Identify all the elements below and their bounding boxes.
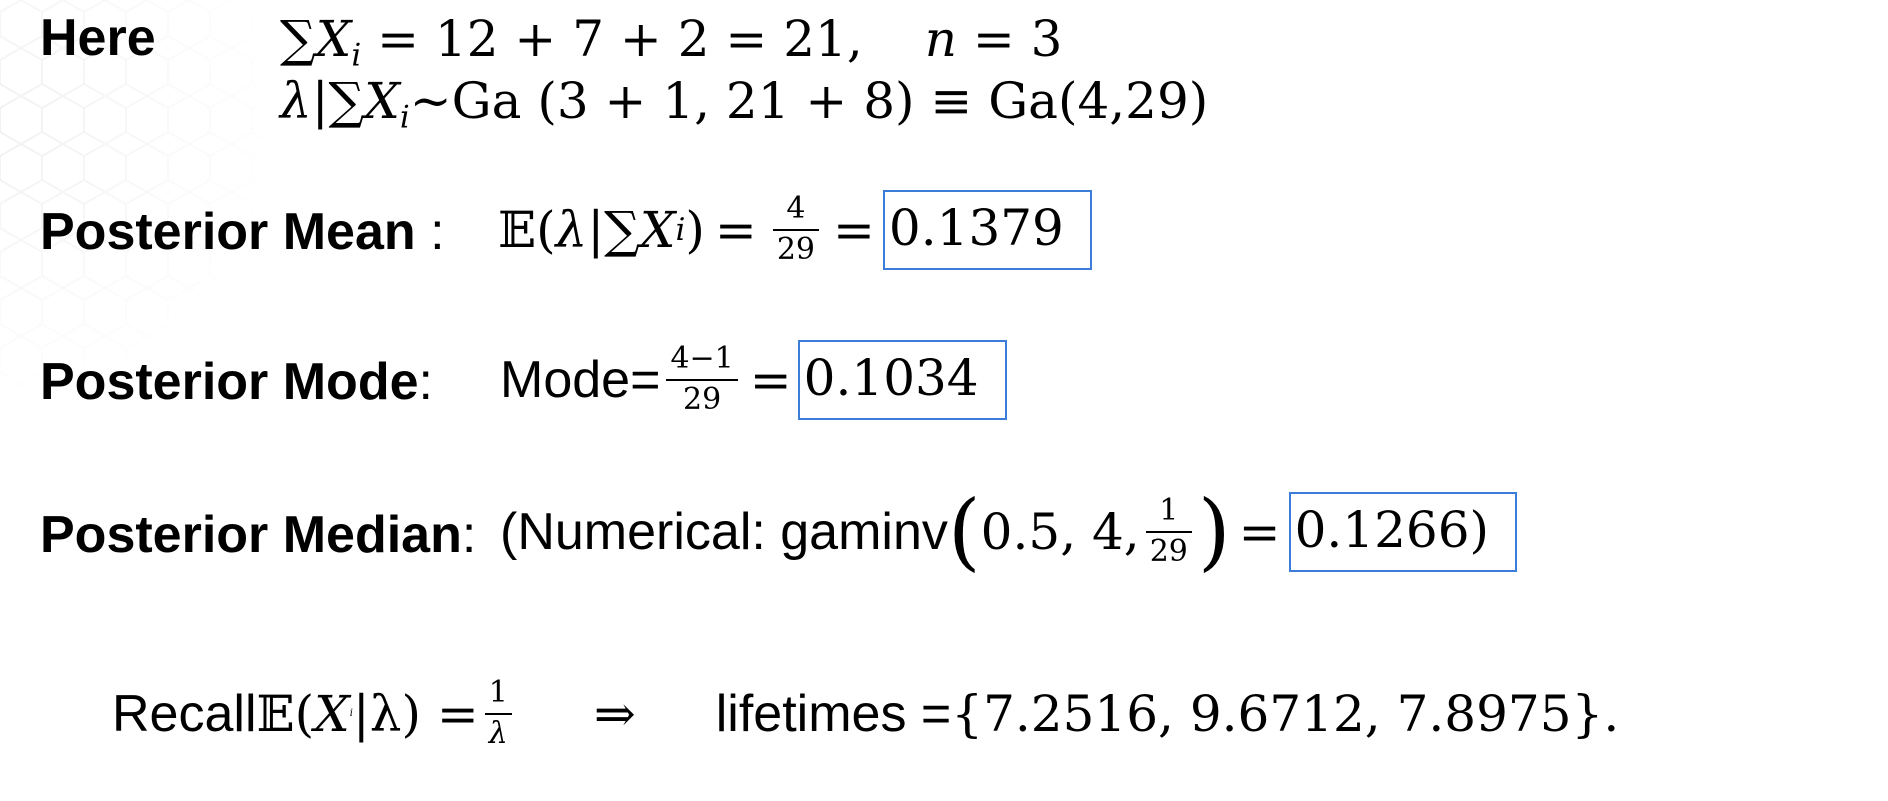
posterior-mode-label: Posterior Mode xyxy=(40,353,419,411)
recall-line xyxy=(112,676,1619,751)
recall-fraction xyxy=(485,676,512,751)
left-paren: ( xyxy=(947,482,981,581)
subscript-i: i xyxy=(351,37,362,74)
posterior-mode-value-box: 0.1034 xyxy=(798,340,1007,420)
posterior-median-label-row xyxy=(40,505,476,565)
here-line xyxy=(40,8,156,68)
recall-rest: |λ) = xyxy=(352,684,479,743)
posterior-median-equation xyxy=(500,482,1517,581)
lifetimes-word: lifetimes = xyxy=(715,684,952,743)
posterior-mode-colon: : xyxy=(418,353,433,411)
sum-symbol: ∑ xyxy=(280,10,316,68)
bar-sum: |∑ xyxy=(587,200,640,259)
lambda-bar: λ| xyxy=(280,72,329,130)
expectation-close: ) xyxy=(685,200,705,259)
posterior-mean-colon: : xyxy=(415,203,445,261)
fraction-numerator: 1 xyxy=(485,676,512,715)
posterior-mean-label-row xyxy=(40,202,445,262)
var-x: X xyxy=(315,10,352,68)
posterior-mean-label: Posterior Mean xyxy=(40,203,416,261)
subscript-i: i xyxy=(399,99,410,136)
sum-equation xyxy=(280,10,1062,73)
posterior-median-label: Posterior Median xyxy=(40,506,462,564)
lifetimes-set: {7.2516, 9.6712, 7.8975}. xyxy=(951,684,1620,743)
equals: = xyxy=(714,200,757,259)
var-x: X xyxy=(314,684,350,743)
equals: = xyxy=(749,350,792,409)
lambda: λ xyxy=(555,200,588,259)
fraction-denominator: 29 xyxy=(1149,533,1188,569)
posterior-median-value-box: 0.1266) xyxy=(1289,492,1517,572)
sum-rhs: = 12 + 7 + 2 = 21, xyxy=(361,10,863,68)
expectation-open: 𝔼( xyxy=(256,684,315,743)
posterior-mode-label-row xyxy=(40,352,433,412)
posterior-mode-equation xyxy=(500,340,1007,420)
subscript-i: i xyxy=(675,211,686,248)
fraction-denominator: 29 xyxy=(683,381,722,417)
numerical-gaminv: (Numerical: gaminv xyxy=(500,502,948,561)
sum-symbol: ∑ xyxy=(328,72,365,130)
mode-fraction xyxy=(666,342,737,417)
recall-word: Recall xyxy=(112,684,257,743)
posterior-mean-equation xyxy=(498,190,1092,270)
fraction-numerator: 1 xyxy=(1146,494,1192,533)
mean-fraction xyxy=(773,192,819,267)
fraction-denominator: λ xyxy=(488,715,508,751)
var-n: n xyxy=(924,10,957,68)
posterior-mean-value-box: 0.1379 xyxy=(883,190,1092,270)
var-x: X xyxy=(639,200,676,259)
equals: = xyxy=(1238,502,1281,561)
mode-word: Mode= xyxy=(500,350,661,409)
median-fraction xyxy=(1146,494,1192,569)
fraction-numerator: 4−1 xyxy=(666,342,737,381)
gamma-distribution: ~Ga (3 + 1, 21 + 8) ≡ Ga(4,29) xyxy=(409,72,1209,130)
equals: = xyxy=(833,200,875,259)
right-paren: ) xyxy=(1197,482,1231,581)
implies-arrow: ⇒ xyxy=(593,684,636,743)
gaminv-args: 0.5, 4, xyxy=(980,502,1140,561)
subscript-i: i xyxy=(349,708,353,719)
here-label: Here xyxy=(40,9,156,67)
posterior-median-colon: : xyxy=(461,506,477,564)
fraction-numerator: 4 xyxy=(773,192,819,231)
var-x: X xyxy=(364,72,400,130)
posterior-distribution xyxy=(280,72,1208,135)
fraction-denominator: 29 xyxy=(776,231,816,267)
n-eq: = 3 xyxy=(956,10,1063,68)
expectation-open: 𝔼( xyxy=(498,200,556,259)
